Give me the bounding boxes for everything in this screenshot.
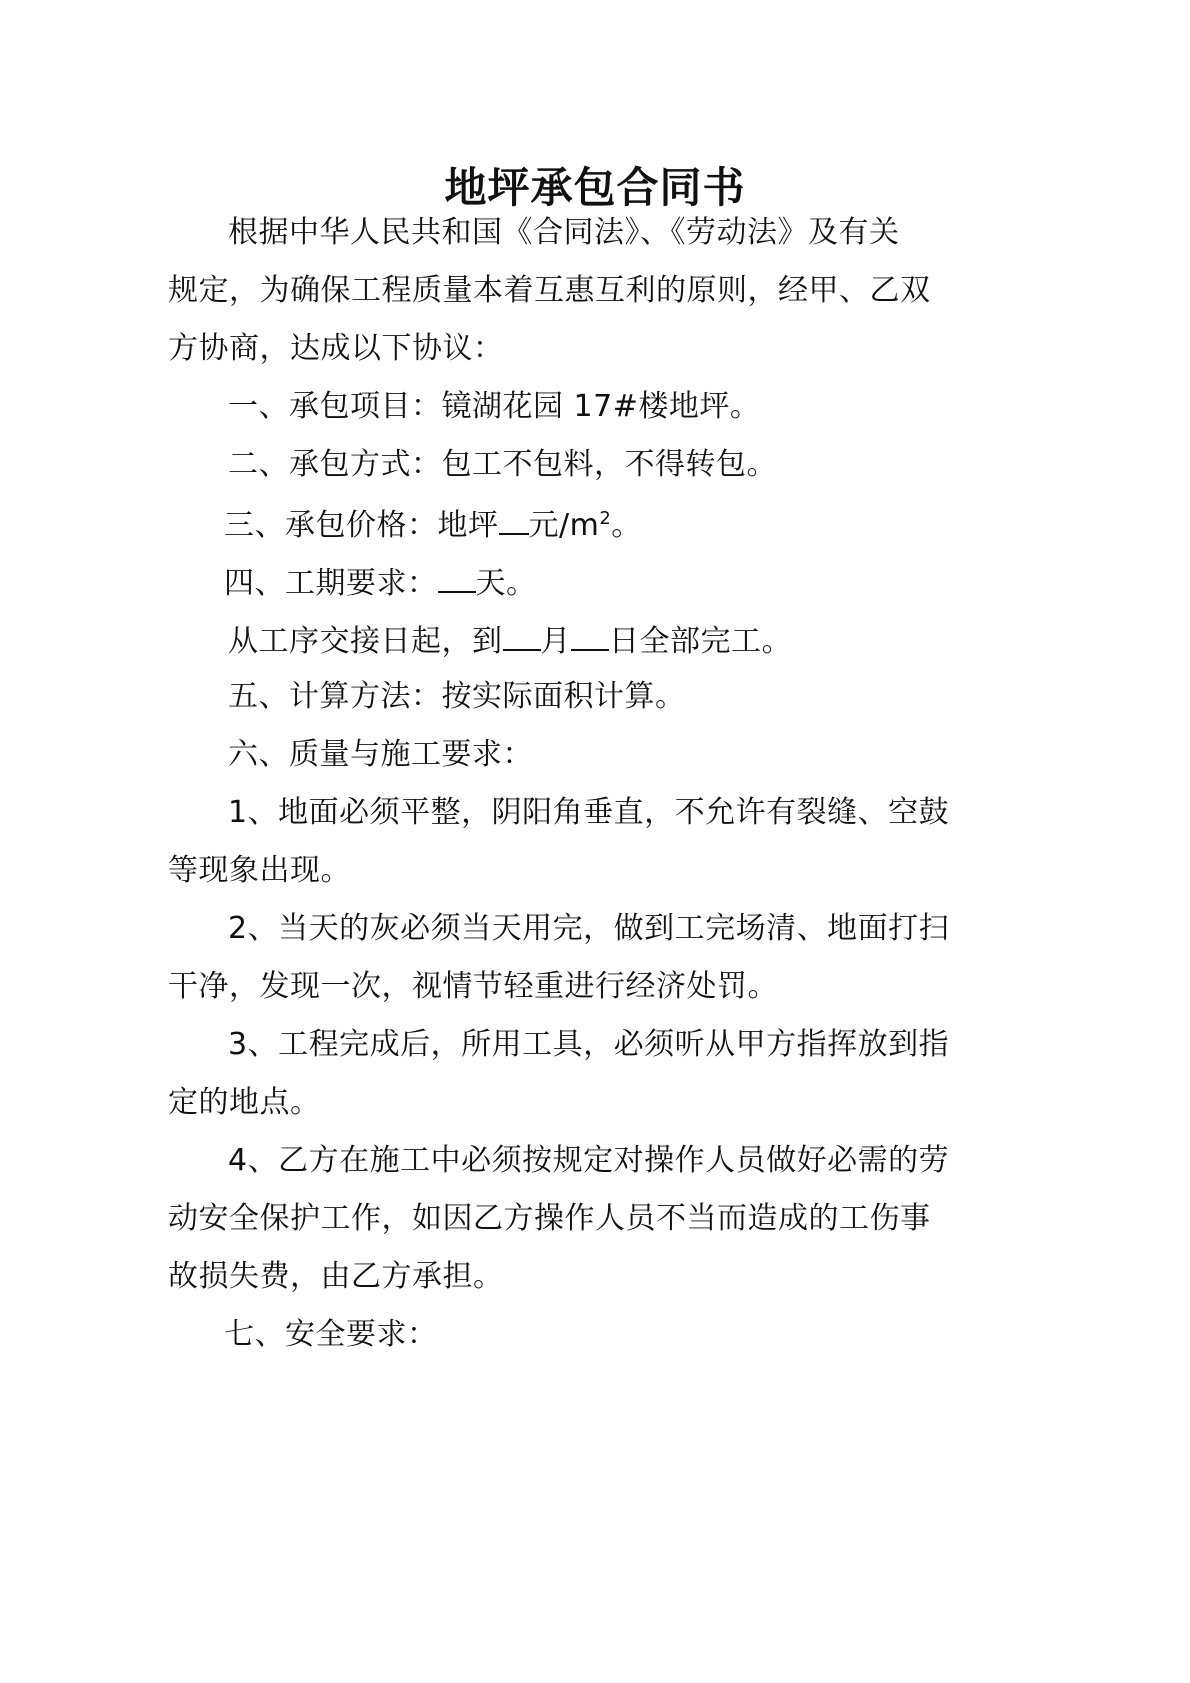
item-2-line-1: 2、当天的灰必须当天用完，做到工完场清、地面打扫 bbox=[228, 911, 950, 946]
month-blank bbox=[503, 619, 541, 651]
clause-price-unit: 元/m bbox=[528, 508, 600, 543]
clause-completion-prefix: 从工序交接日起，到 bbox=[228, 624, 503, 659]
item-1-line-2: 等现象出现。 bbox=[168, 853, 351, 888]
document-title: 地坪承包合同书 bbox=[444, 163, 746, 212]
clause-method: 二、承包方式：包工不包料，不得转包。 bbox=[228, 447, 777, 482]
clause-price-sup: 2 bbox=[599, 508, 612, 529]
item-3-line-2: 定的地点。 bbox=[168, 1085, 321, 1120]
clause-project: 一、承包项目：镜湖花园 17#楼地坪。 bbox=[228, 389, 761, 424]
clause-safety: 七、安全要求： bbox=[224, 1317, 438, 1352]
clause-duration-prefix: 四、工期要求： bbox=[224, 566, 438, 601]
item-2-line-2: 干净，发现一次，视情节轻重进行经济处罚。 bbox=[168, 969, 778, 1004]
duration-blank bbox=[438, 561, 476, 593]
clause-completion-month: 月 bbox=[540, 624, 571, 659]
item-4-line-1: 4、乙方在施工中必须按规定对操作人员做好必需的劳 bbox=[228, 1143, 950, 1178]
clause-price-suffix: 。 bbox=[611, 508, 642, 543]
intro-line-2: 规定，为确保工程质量本着互惠互利的原则，经甲、乙双 bbox=[168, 273, 931, 308]
day-blank bbox=[571, 619, 609, 651]
item-4-line-3: 故损失费，由乙方承担。 bbox=[168, 1259, 504, 1294]
clause-price bbox=[224, 503, 642, 546]
intro-line-3: 方协商，达成以下协议： bbox=[168, 331, 504, 366]
clause-price-prefix: 三、承包价格：地坪 bbox=[224, 508, 499, 543]
clause-completion-suffix: 日全部完工。 bbox=[609, 624, 792, 659]
clause-calculation: 五、计算方法：按实际面积计算。 bbox=[228, 679, 686, 714]
item-4-line-2: 动安全保护工作，如因乙方操作人员不当而造成的工伤事 bbox=[168, 1201, 931, 1236]
item-1-line-1: 1、地面必须平整，阴阳角垂直，不允许有裂缝、空鼓 bbox=[228, 795, 950, 830]
clause-duration-suffix: 天。 bbox=[475, 566, 537, 601]
clause-completion bbox=[228, 619, 792, 662]
intro-line-1: 根据中华人民共和国《合同法》、《劳动法》及有关 bbox=[228, 215, 900, 250]
item-3-line-1: 3、工程完成后，所用工具，必须听从甲方指挥放到指 bbox=[228, 1027, 950, 1062]
price-blank bbox=[499, 503, 529, 535]
clause-duration bbox=[224, 561, 537, 604]
clause-quality: 六、质量与施工要求： bbox=[228, 737, 533, 772]
